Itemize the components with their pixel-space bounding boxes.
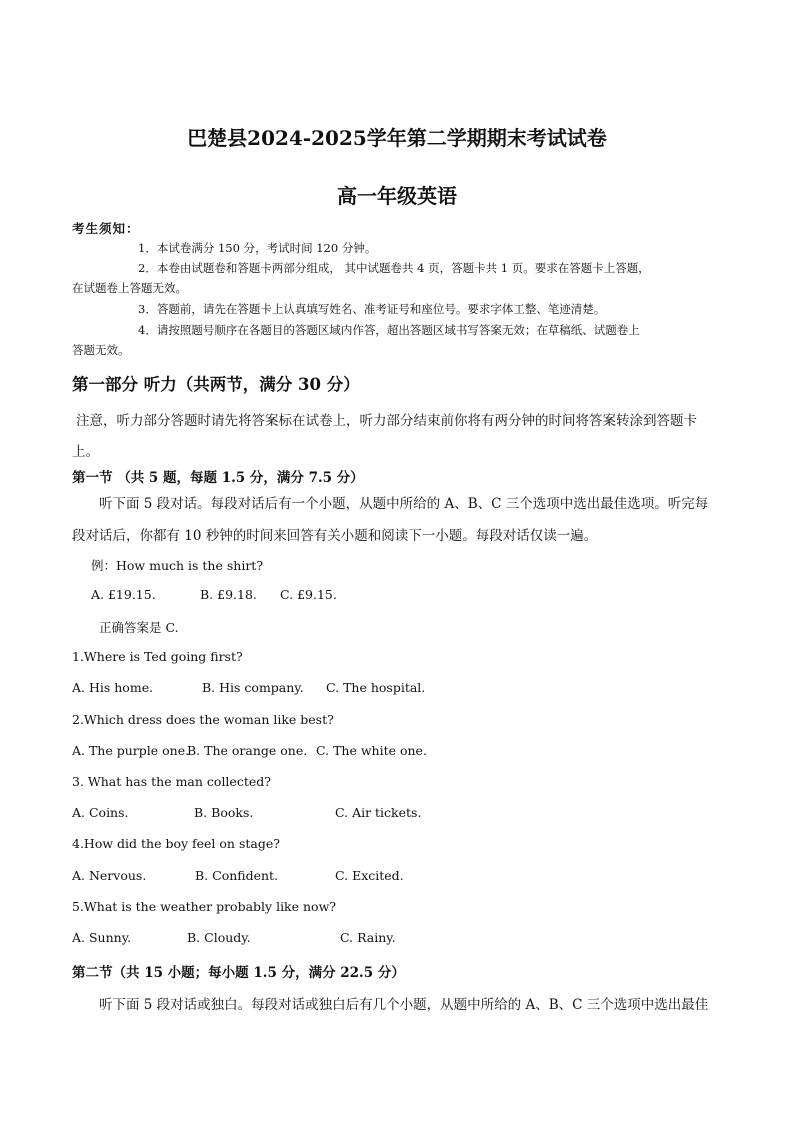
example-answer: 正确答案是 C. (99, 620, 179, 635)
section1-instructions-cont: 段对话后，你都有 10 秒钟的时间来回答有关小题和阅读下一小题。每段对话仅读一遍。 (72, 528, 598, 544)
question-1-option-c: C. The hospital. (326, 680, 426, 695)
question-2-option-c: C. The white one. (316, 743, 427, 758)
question-3-stem: 3. What has the man collected? (72, 774, 271, 789)
question-1-option-a: A. His home. (72, 680, 154, 695)
question-1-option-b: B. His company. (202, 680, 304, 695)
question-4-option-b: B. Confident. (195, 868, 279, 883)
example-option-a: A. £19.15. (91, 587, 156, 602)
section2-instructions: 听下面 5 段对话或独白。每段对话或独白后有几个小题，从题中所给的 A、B、C 三个选项中选出最佳 (99, 997, 709, 1013)
question-2-stem: 2.Which dress does the woman like best? (72, 712, 334, 727)
exam-title: 巴楚县2024-2025学年第二学期期末考试试卷 (187, 126, 607, 150)
question-3-option-a: A. Coins. (72, 805, 129, 820)
question-5-stem: 5.What is the weather probably like now? (72, 899, 336, 914)
question-3-option-b: B. Books. (194, 805, 254, 820)
question-5-option-c: C. Rainy. (340, 930, 396, 945)
question-4-option-c: C. Excited. (335, 868, 404, 883)
part1-note: 注意，听力部分答题时请先将答案标在试卷上，听力部分结束前你将有两分钟的时间将答案转涂到答题卡 (76, 413, 697, 429)
question-3-option-c: C. Air tickets. (335, 805, 422, 820)
question-5-option-b: B. Cloudy. (187, 930, 251, 945)
question-2-option-b: B. The orange one. (187, 743, 308, 758)
part1-heading: 第一部分 听力（共两节，满分 30 分） (72, 375, 360, 394)
question-5-option-a: A. Sunny. (72, 930, 132, 945)
question-4-option-a: A. Nervous. (72, 868, 147, 883)
part1-note-cont: 上。 (72, 444, 99, 460)
example-question: 例：How much is the shirt? (91, 558, 264, 573)
example-option-b: B. £9.18. (200, 587, 257, 602)
section2-heading: 第二节（共 15 小题；每小题 1.5 分，满分 22.5 分） (72, 965, 405, 981)
question-2-option-a: A. The purple one. (72, 743, 190, 758)
notice-heading: 考生须知： (72, 221, 140, 236)
question-4-stem: 4.How did the boy feel on stage? (72, 836, 280, 851)
section1-instructions: 听下面 5 段对话。每段对话后有一个小题，从题中所给的 A、B、C 三个选项中选出最佳选项。听完每 (99, 496, 709, 512)
notice-item-2-cont: 在试题卷上答题无效。 (72, 281, 187, 295)
section1-heading: 第一节 （共 5 题，每题 1.5 分，满分 7.5 分） (72, 470, 364, 486)
notice-item-4: 4．请按照题号顺序在各题目的答题区域内作答，超出答题区域书写答案无效；在草稿纸、试题卷上 (138, 323, 640, 337)
notice-item-4-cont: 答题无效。 (72, 343, 130, 357)
question-1-stem: 1.Where is Ted going first? (72, 649, 243, 664)
example-option-c: C. £9.15. (280, 587, 337, 602)
exam-subtitle: 高一年级英语 (337, 184, 457, 208)
notice-item-3: 3．答题前，请先在答题卡上认真填写姓名、准考证号和座位号。要求字体工整、笔迹清楚。 (138, 302, 606, 316)
notice-item-1: 1．本试卷满分 150 分，考试时间 120 分钟。 (138, 241, 377, 255)
notice-item-2: 2．本卷由试题卷和答题卡两部分组成， 其中试题卷共 4 页，答题卡共 1 页。要求在答题卡上答题， (138, 261, 650, 275)
